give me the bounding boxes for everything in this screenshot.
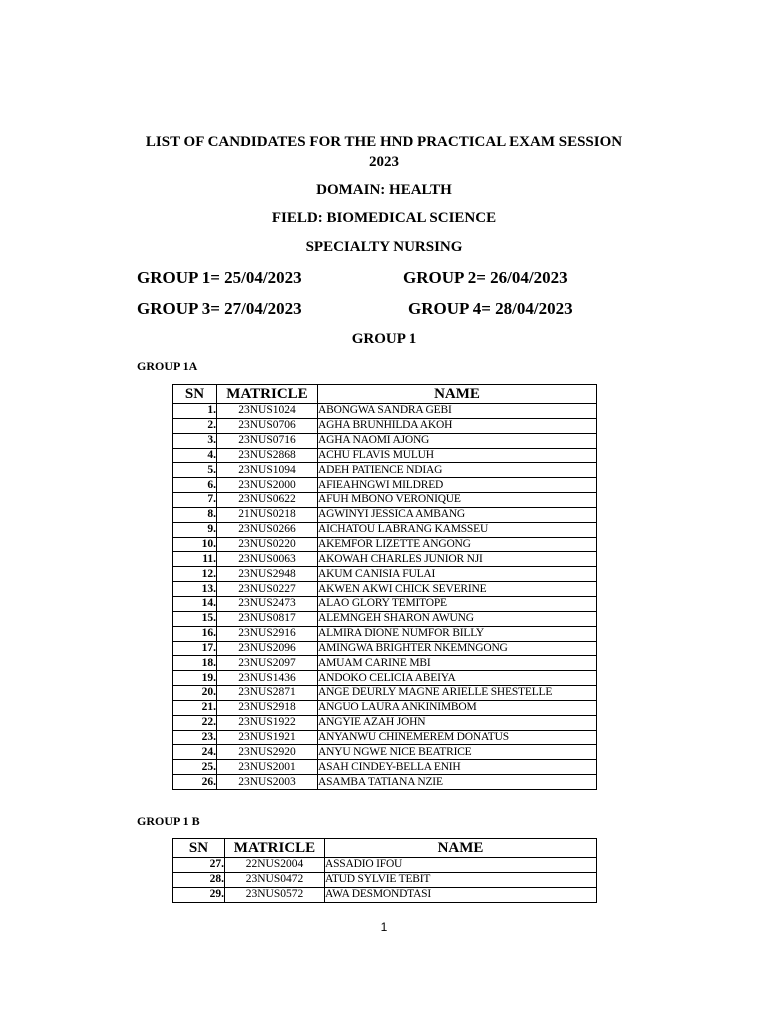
candidate-name-cell: AKWEN AKWI CHICK SEVERINE [318,582,597,597]
serial-number-cell: 14. [173,596,217,611]
page-number: 1 [380,920,388,934]
matricle-cell: 23NUS1436 [217,671,318,686]
matricle-cell: 23NUS2473 [217,596,318,611]
serial-number-cell: 11. [173,552,217,567]
matricle-cell: 23NUS1094 [217,463,318,478]
candidate-name-cell: ATUD SYLVIE TEBIT [325,872,597,887]
table-header-row [173,385,597,404]
candidate-name-cell: ANGUO LAURA ANKINIMBOM [318,700,597,715]
matricle-cell: 23NUS1024 [217,404,318,419]
table-row [173,537,597,552]
matricle-cell: 23NUS2920 [217,745,318,760]
group-date-1: GROUP 1= 25/04/2023 [137,268,302,287]
serial-number-cell: 15. [173,611,217,626]
table-row [173,448,597,463]
table-row [173,887,597,902]
table-row [173,611,597,626]
matricle-cell: 23NUS1922 [217,715,318,730]
group-date-2: GROUP 2= 26/04/2023 [403,268,568,287]
candidate-name-cell: AKEMFOR LIZETTE ANGONG [318,537,597,552]
table-row [173,626,597,641]
matricle-cell: 23NUS0817 [217,611,318,626]
serial-number-cell: 8. [173,507,217,522]
candidate-name-cell: AFUH MBONO VERONIQUE [318,493,597,508]
table-row [173,671,597,686]
serial-number-cell: 4. [173,448,217,463]
serial-number-cell: 6. [173,478,217,493]
serial-number-cell: 1. [173,404,217,419]
matricle-cell: 23NUS0706 [217,418,318,433]
table-row [173,775,597,790]
candidate-name-cell: ASAMBA TATIANA NZIE [318,775,597,790]
serial-number-cell: 22. [173,715,217,730]
table-row [173,433,597,448]
candidate-name-cell: ASAH CINDEY-BELLA ENIH [318,760,597,775]
table-row [173,656,597,671]
serial-number-cell: 18. [173,656,217,671]
serial-number-cell: 13. [173,582,217,597]
table-row [173,463,597,478]
table-row [173,418,597,433]
matricle-cell: 23NUS2868 [217,448,318,463]
matricle-column-header: MATRICLE [225,839,325,858]
group-date-4: GROUP 4= 28/04/2023 [408,299,573,318]
serial-number-cell: 16. [173,626,217,641]
candidate-name-cell: AMUAM CARINE MBI [318,656,597,671]
table-row [173,552,597,567]
serial-number-cell: 3. [173,433,217,448]
candidate-name-cell: AMINGWA BRIGHTER NKEMNGONG [318,641,597,656]
serial-number-cell: 2. [173,418,217,433]
matricle-cell: 23NUS0716 [217,433,318,448]
table-row [173,507,597,522]
candidate-name-cell: ADEH PATIENCE NDIAG [318,463,597,478]
field-heading: FIELD: BIOMEDICAL SCIENCE [271,210,497,226]
serial-number-cell: 10. [173,537,217,552]
name-column-header: NAME [318,385,597,404]
serial-number-cell: 12. [173,567,217,582]
matricle-cell: 23NUS2003 [217,775,318,790]
candidates-table-group-1a [172,384,597,790]
matricle-cell: 23NUS2948 [217,567,318,582]
serial-number-cell: 28. [173,872,225,887]
candidate-name-cell: ALMIRA DIONE NUMFOR BILLY [318,626,597,641]
matricle-cell: 23NUS0622 [217,493,318,508]
candidate-name-cell: ASSADIO IFOU [325,858,597,873]
candidate-name-cell: ACHU FLAVIS MULUH [318,448,597,463]
candidate-name-cell: AGHA BRUNHILDA AKOH [318,418,597,433]
matricle-cell: 23NUS1921 [217,730,318,745]
candidate-name-cell: ALAO GLORY TEMITOPE [318,596,597,611]
matricle-cell: 23NUS2871 [217,686,318,701]
section-heading: GROUP 1 [351,331,417,347]
table-row [173,522,597,537]
matricle-cell: 23NUS2000 [217,478,318,493]
name-column-header: NAME [325,839,597,858]
table-row [173,582,597,597]
table-row [173,493,597,508]
table-body [173,404,597,790]
candidate-name-cell: ANGE DEURLY MAGNE ARIELLE SHESTELLE [318,686,597,701]
serial-number-cell: 27. [173,858,225,873]
table-row [173,596,597,611]
table-row [173,700,597,715]
table-row [173,715,597,730]
matricle-cell: 23NUS2097 [217,656,318,671]
serial-number-cell: 7. [173,493,217,508]
candidate-name-cell: ABONGWA SANDRA GEBI [318,404,597,419]
candidate-name-cell: AWA DESMONDTASI [325,887,597,902]
candidate-name-cell: AFIEAHNGWI MILDRED [318,478,597,493]
candidate-name-cell: AKOWAH CHARLES JUNIOR NJI [318,552,597,567]
matricle-cell: 23NUS0063 [217,552,318,567]
serial-number-cell: 5. [173,463,217,478]
matricle-cell: 23NUS0572 [225,887,325,902]
candidate-name-cell: ALEMNGEH SHARON AWUNG [318,611,597,626]
candidates-table-group-1b [172,838,597,903]
serial-number-cell: 19. [173,671,217,686]
candidate-name-cell: ANGYIE AZAH JOHN [318,715,597,730]
table-row [173,641,597,656]
serial-number-cell: 25. [173,760,217,775]
document-title: LIST OF CANDIDATES FOR THE HND PRACTICAL EXAM SESSION 2023 [145,134,623,170]
serial-number-cell: 29. [173,887,225,902]
table-body [173,858,597,903]
candidate-name-cell: AGHA NAOMI AJONG [318,433,597,448]
table-row [173,745,597,760]
table-row [173,730,597,745]
subgroup-label-1b: GROUP 1 B [137,814,200,828]
serial-number-cell: 21. [173,700,217,715]
matricle-column-header: MATRICLE [217,385,318,404]
serial-number-cell: 9. [173,522,217,537]
matricle-cell: 23NUS2096 [217,641,318,656]
table-row [173,404,597,419]
matricle-cell: 23NUS0266 [217,522,318,537]
group-date-3: GROUP 3= 27/04/2023 [137,299,302,318]
matricle-cell: 23NUS2918 [217,700,318,715]
serial-number-cell: 20. [173,686,217,701]
domain-heading: DOMAIN: HEALTH [316,182,452,198]
candidate-name-cell: AKUM CANISIA FULAI [318,567,597,582]
matricle-cell: 22NUS2004 [225,858,325,873]
serial-number-cell: 17. [173,641,217,656]
matricle-cell: 23NUS2001 [217,760,318,775]
specialty-heading: SPECIALTY NURSING [305,239,463,255]
candidate-name-cell: ANYANWU CHINEMEREM DONATUS [318,730,597,745]
table-row [173,567,597,582]
matricle-cell: 23NUS0220 [217,537,318,552]
candidate-name-cell: ANYU NGWE NICE BEATRICE [318,745,597,760]
matricle-cell: 23NUS2916 [217,626,318,641]
candidate-name-cell: AICHATOU LABRANG KAMSSEU [318,522,597,537]
matricle-cell: 23NUS0227 [217,582,318,597]
candidate-name-cell: AGWINYI JESSICA AMBANG [318,507,597,522]
table-row [173,478,597,493]
sn-column-header: SN [173,385,217,404]
table-header-row [173,839,597,858]
matricle-cell: 21NUS0218 [217,507,318,522]
serial-number-cell: 24. [173,745,217,760]
serial-number-cell: 26. [173,775,217,790]
table-row [173,686,597,701]
serial-number-cell: 23. [173,730,217,745]
table-row [173,872,597,887]
candidate-name-cell: ANDOKO CELICIA ABEIYA [318,671,597,686]
table-row [173,760,597,775]
subgroup-label-1a: GROUP 1A [137,359,198,373]
matricle-cell: 23NUS0472 [225,872,325,887]
table-row [173,858,597,873]
sn-column-header: SN [173,839,225,858]
